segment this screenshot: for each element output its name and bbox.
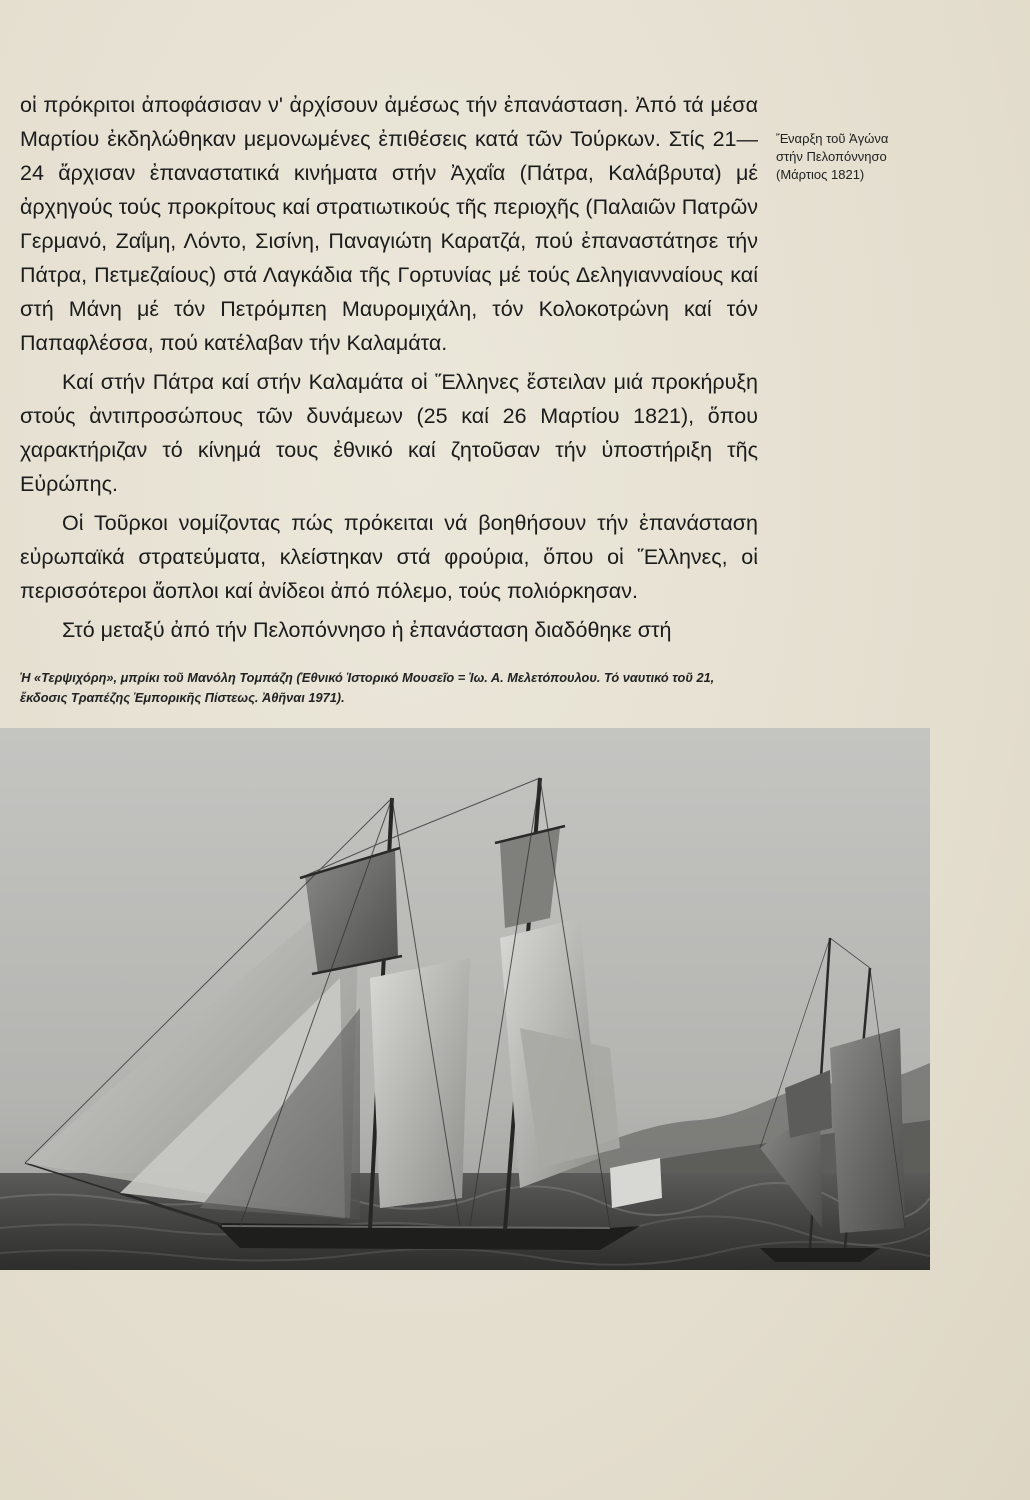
margin-note-line-2: στήν Πελοπόννησο [776, 149, 887, 164]
figure-caption: Ἡ «Τερψιχόρη», μπρίκι τοῦ Μανόλη Τομπάζη (Ἐθνικό Ἱστορικό Μουσεῖο = Ἰω. Α. Μελετόπουλου. Τό ναυτικό τοῦ 21, ἔκδοσις Τραπέζης Ἐμπορικῆς Πίστεως. Ἀθῆναι 1971). [20, 670, 715, 705]
paragraph-2: Καί στήν Πάτρα καί στήν Καλαμάτα οἱ Ἕλληνες ἔστειλαν μιά προκήρυξη στούς ἀντιπροσώπους τῶν δυνάμεων (25 καί 26 Μαρτίου 1821), ὅπου χαρακτήριζαν τό κίνημά τους ἐθνικό καί ζητοῦσαν τήν ὑποστήριξη τῆς Εὐρώπης. [20, 370, 758, 496]
ship-illustration [0, 728, 930, 1270]
main-text-column [20, 88, 758, 647]
margin-note-line-3: (Μάρτιος 1821) [776, 167, 865, 182]
ship-painting-svg [0, 728, 930, 1270]
margin-note [776, 130, 946, 184]
margin-note-line-1: Ἔναρξη τοῦ Ἀγώνα [776, 131, 889, 146]
paragraph-3: Οἱ Τοῦρκοι νομίζοντας πώς πρόκειται νά βοηθήσουν τήν ἐπανάσταση εὐρωπαϊκά στρατεύματα, κλείστηκαν στά φρούρια, ὅπου οἱ Ἕλληνες, οἱ περισσότεροι ἄοπλοι καί ἀνίδεοι ἀπό πόλεμο, τούς πολιόρκησαν. [20, 511, 758, 603]
paragraph-1: οἱ πρόκριτοι ἀποφάσισαν ν' ἀρχίσουν ἀμέσως τήν ἐπανάσταση. Ἀπό τά μέσα Μαρτίου ἐκδηλώθηκαν μεμονωμένες ἐπιθέσεις κατά τῶν Τούρκων. Στίς 21—24 ἄρχισαν ἐπαναστατικά κινήματα στήν Ἀχαΐα (Πάτρα, Καλάβρυτα) μέ ἀρχηγούς τούς προκρίτους καί στρατιωτικούς τῆς περιοχῆς (Παλαιῶν Πατρῶν Γερμανό, Ζαΐμη, Λόντο, Σισίνη, Παναγιώτη Καρατζά, πού ἐπαναστάτησε τήν Πάτρα, Πετμεζαίους) στά Λαγκάδια τῆς Γορτυνίας μέ τούς Δεληγιανναίους καί στή Μάνη μέ τόν Πετρόμπεη Μαυρομιχάλη, τόν Κολοκοτρώνη καί τόν Παπαφλέσσα, πού κατέλαβαν τήν Καλαμάτα. [20, 93, 758, 355]
paragraph-4: Στό μεταξύ ἀπό τήν Πελοπόννησο ἡ ἐπανάσταση διαδόθηκε στή [62, 618, 672, 642]
